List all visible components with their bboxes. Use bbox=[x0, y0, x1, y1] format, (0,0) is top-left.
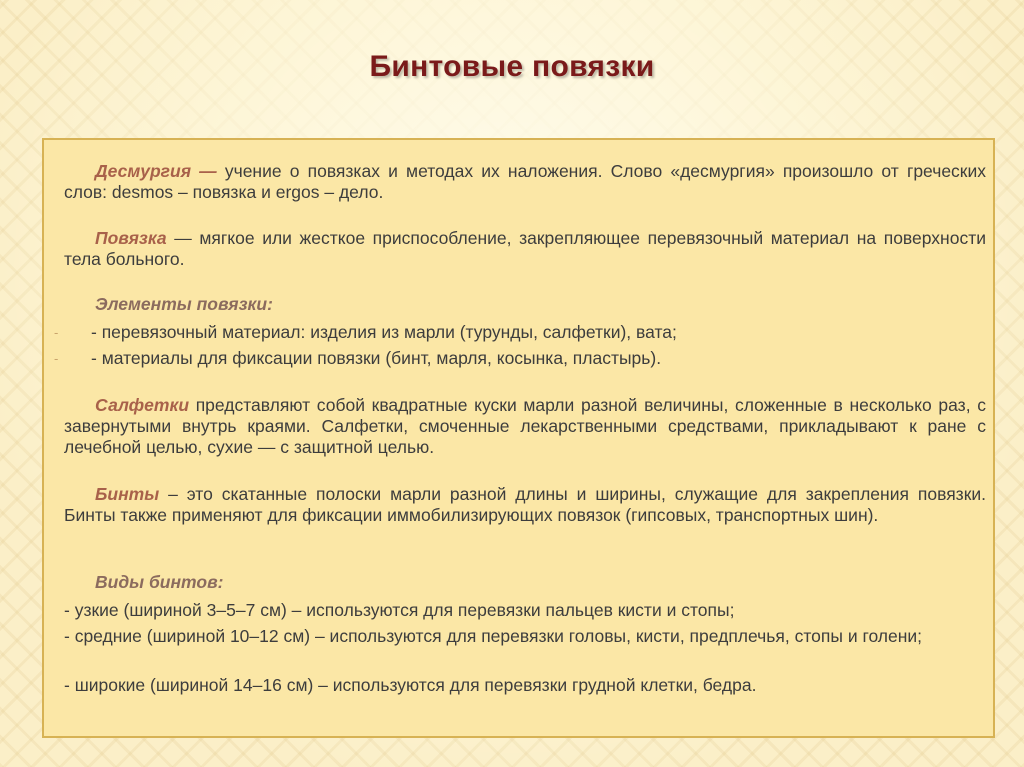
paragraph-napkins bbox=[64, 395, 986, 458]
types-item bbox=[64, 626, 986, 647]
term-bandage: Повязка bbox=[95, 228, 167, 248]
napkins-text: представляют собой квадратные куски марли разной величины, сложенные в несколько раз, с завернутыми внутрь краями. Салфетки, смоченные лекарственными средствами, прикладывают к ране с лечебной целью, сухие — с защитной целью. bbox=[64, 395, 986, 457]
bullet-marker: - bbox=[54, 325, 59, 340]
term-bandages: Бинты bbox=[95, 484, 160, 504]
elements-item bbox=[54, 348, 986, 369]
bandage-text: — мягкое или жесткое приспособление, закрепляющее перевязочный материал на поверхности тела больного. bbox=[64, 228, 986, 269]
elements-item bbox=[54, 322, 986, 343]
types-heading: Виды бинтов: bbox=[95, 572, 224, 592]
paragraph-bandages bbox=[64, 484, 986, 526]
slide-title: Бинтовые повязки bbox=[369, 50, 655, 83]
paragraph-bandage bbox=[64, 228, 986, 270]
elements-item-text: - перевязочный материал: изделия из марли (турунды, салфетки), вата; bbox=[91, 322, 677, 342]
bullet-marker: - bbox=[54, 351, 59, 366]
paragraph-desmurgy bbox=[64, 161, 986, 203]
term-napkins: Салфетки bbox=[95, 395, 190, 415]
desmurgy-text: учение о повязках и методах их наложения. Слово «десмургия» произошло от греческих слов: desmos – повязка и ergos – дело. bbox=[64, 161, 986, 202]
types-item: - узкие (шириной 3–5–7 см) – используются для перевязки пальцев кисти и стопы; bbox=[64, 600, 735, 620]
types-item: - широкие (шириной 14–16 см) – используются для перевязки грудной клетки, бедра. bbox=[64, 675, 757, 695]
term-desmurgy: Десмургия — bbox=[95, 161, 217, 181]
elements-heading: Элементы повязки: bbox=[95, 294, 273, 314]
content-box bbox=[42, 138, 995, 738]
types-item-text: - средние (шириной 10–12 см) – используются для перевязки головы, кисти, предплечья, стопы и голени; bbox=[64, 626, 923, 646]
elements-item-text: - материалы для фиксации повязки (бинт, марля, косынка, пластырь). bbox=[91, 348, 662, 368]
bandages-text: – это скатанные полоски марли разной длины и ширины, служащие для закрепления повязки. Бинты также применяют для фиксации иммобилизирующих повязок (гипсовых, транспортных шин). bbox=[64, 484, 986, 525]
